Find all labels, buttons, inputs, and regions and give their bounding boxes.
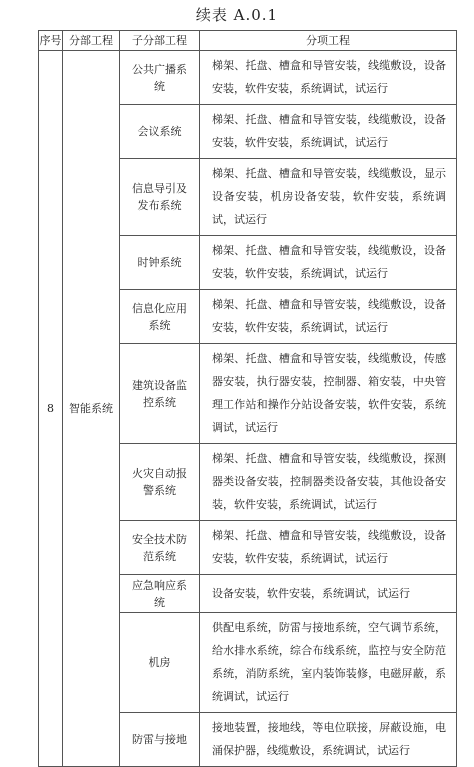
sub-items: 设备安装，软件安装，系统调试，试运行 <box>200 575 457 613</box>
sub-division: 信息导引及发布系统 <box>120 159 200 236</box>
table-row <box>39 51 457 105</box>
table-caption: 续表 A.0.1 <box>195 6 279 24</box>
sub-items: 梯架、托盘、槽盒和导管安装，线缆敷设，设备安装，软件安装，系统调试，试运行 <box>200 51 457 105</box>
sub-items: 接地装置，接地线，等电位联接，屏蔽设施，电涌保护器，线缆敷设，系统调试，试运行 <box>200 713 457 767</box>
sub-division: 机房 <box>120 613 200 713</box>
sub-items: 供配电系统，防雷与接地系统，空气调节系统，给水排水系统，综合布线系统，监控与安全防范系统，消防系统，室内装饰装修，电磁屏蔽，系统调试，试运行 <box>200 613 457 713</box>
sub-project-table <box>38 30 457 767</box>
sub-division: 会议系统 <box>120 105 200 159</box>
header-sub-items: 分项工程 <box>200 31 457 51</box>
sub-division: 信息化应用系统 <box>120 290 200 344</box>
division-name: 智能系统 <box>63 51 120 767</box>
row-number: 8 <box>39 51 63 767</box>
header-division: 分部工程 <box>63 31 120 51</box>
header-number: 序号 <box>39 31 63 51</box>
sub-division: 公共广播系统 <box>120 51 200 105</box>
sub-items: 梯架、托盘、槽盒和导管安装，线缆敷设，显示设备安装，机房设备安装，软件安装，系统调试，试运行 <box>200 159 457 236</box>
sub-items: 梯架、托盘、槽盒和导管安装，线缆敷设，设备安装，软件安装，系统调试，试运行 <box>200 521 457 575</box>
header-sub-division: 子分部工程 <box>120 31 200 51</box>
sub-division: 防雷与接地 <box>120 713 200 767</box>
sub-items: 梯架、托盘、槽盒和导管安装，线缆敷设，探测器类设备安装，控制器类设备安装，其他设备安装，软件安装，系统调试，试运行 <box>200 444 457 521</box>
sub-items: 梯架、托盘、槽盒和导管安装，线缆敷设，传感器安装，执行器安装，控制器、箱安装，中央管理工作站和操作分站设备安装，软件安装，系统调试，试运行 <box>200 344 457 444</box>
sub-division: 应急响应系统 <box>120 575 200 613</box>
sub-division: 建筑设备监控系统 <box>120 344 200 444</box>
sub-division: 安全技术防范系统 <box>120 521 200 575</box>
sub-items: 梯架、托盘、槽盒和导管安装，线缆敷设，设备安装，软件安装，系统调试，试运行 <box>200 105 457 159</box>
sub-division: 时钟系统 <box>120 236 200 290</box>
header-row <box>39 31 457 51</box>
sub-items: 梯架、托盘、槽盒和导管安装，线缆敷设，设备安装，软件安装，系统调试，试运行 <box>200 236 457 290</box>
sub-division: 火灾自动报警系统 <box>120 444 200 521</box>
sub-items: 梯架、托盘、槽盒和导管安装，线缆敷设，设备安装，软件安装，系统调试，试运行 <box>200 290 457 344</box>
